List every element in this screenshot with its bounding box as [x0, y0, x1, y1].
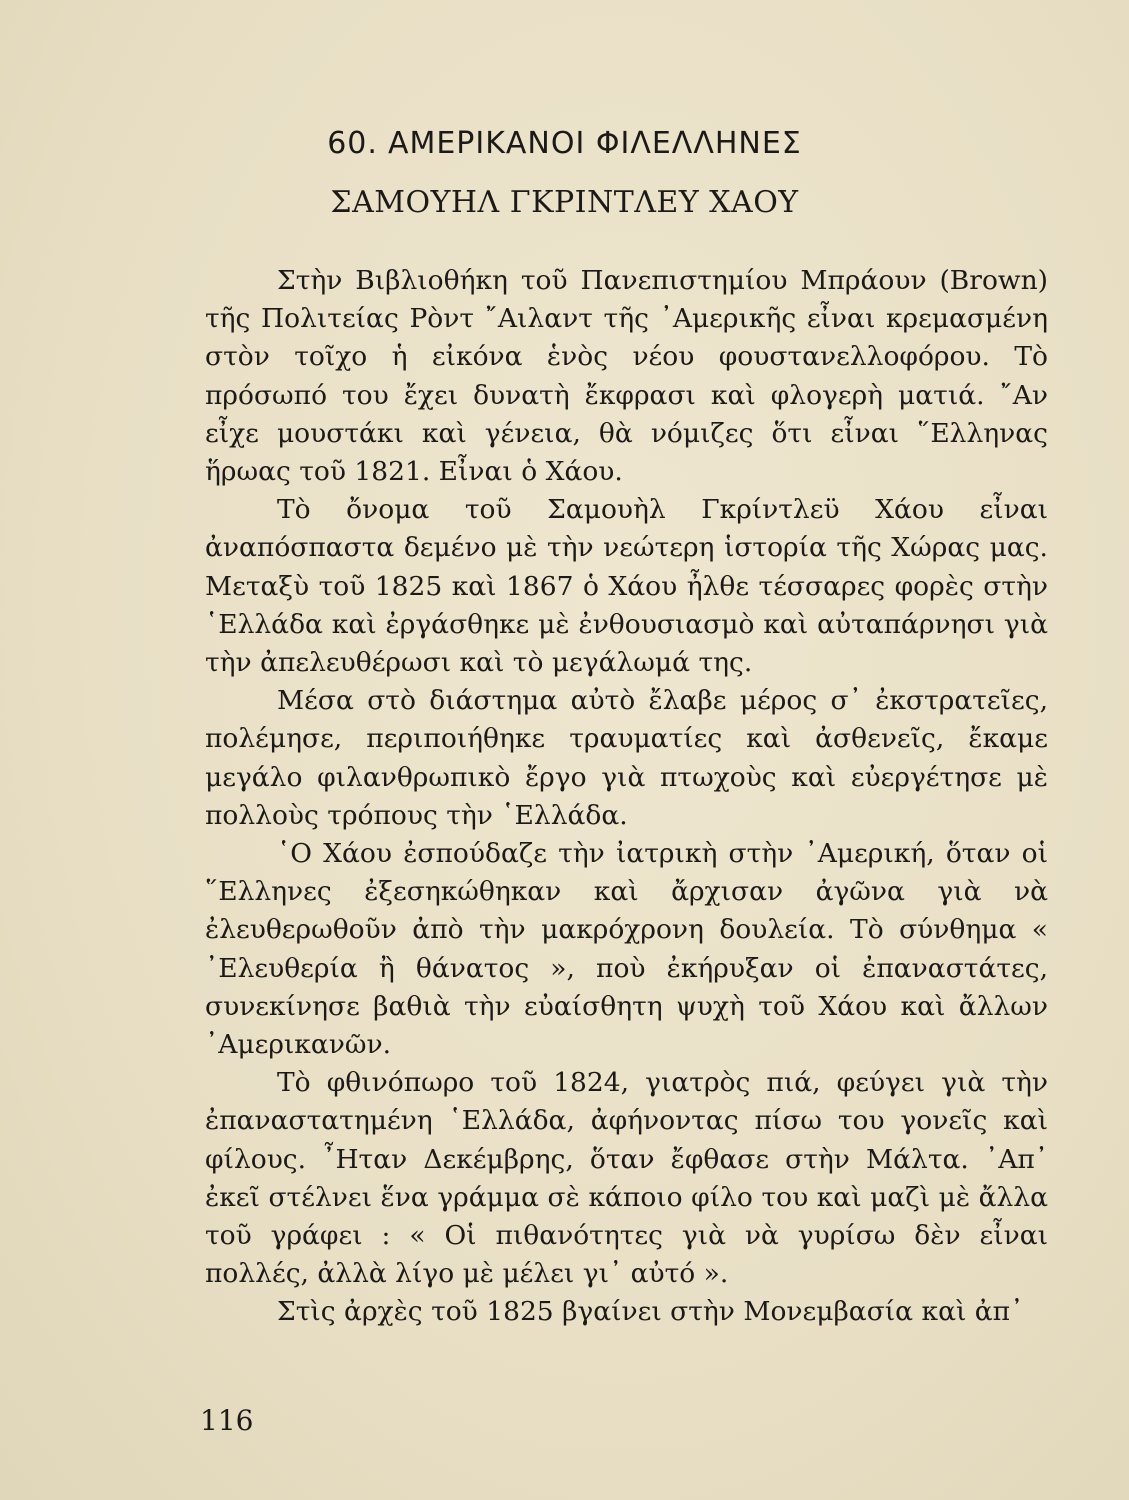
paragraph: Τὸ ὄνομα τοῦ Σαμουὴλ Γκρίντλεϋ Χάου εἶναι ἀναπόσπαστα δεμένο μὲ τὴν νεώτερη ἱστορία τῆς Χώρας μας. Μεταξὺ τοῦ 1825 καὶ 1867 ὁ Χάου ἦλθε τέσσαρες φορὲς στὴν ῾Ελλάδα καὶ ἐργάσθηκε μὲ ἐνθουσιασμὸ καὶ αὐταπάρνησι γιὰ τὴν ἀπελευθέρωσι καὶ τὸ μεγάλωμά της.	[205, 494, 1048, 679]
paragraph: Μέσα στὸ διάστημα αὐτὸ ἔλαβε μέρος σ᾿ ἐκστρατεῖες, πολέμησε, περιποιήθηκε τραυματίες καὶ ἀσθενεῖς, ἔκαμε μεγάλο φιλανθρωπικὸ ἔργο γιὰ πτωχοὺς καὶ εὐεργέτησε μὲ πολλοὺς τρόπους τὴν ῾Ελλάδα.	[205, 685, 1048, 831]
paragraph: ῾Ο Χάου ἐσπούδαζε τὴν ἰατρικὴ στὴν ᾿Αμερική, ὅταν οἱ ῞Ελληνες ἐξεσηκώθηκαν καὶ ἄρχισαν ἀγῶνα γιὰ νὰ ἐλευθερωθοῦν ἀπὸ τὴν μακρόχρονη δουλεία. Τὸ σύνθημα « ᾿Ελευθερία ἢ θάνατος », ποὺ ἐκήρυξαν οἱ ἐπαναστάτες, συνεκίνησε βαθιὰ τὴν εὐαίσθητη ψυχὴ τοῦ Χάου καὶ ἄλλων ᾿Αμερικανῶν.	[205, 838, 1048, 1061]
chapter-subtitle: ΣΑΜΟΥΗΛ ΓΚΡΙΝΤΛΕΥ ΧΑΟΥ	[330, 185, 799, 220]
page-number: 116	[200, 1404, 254, 1437]
body-text	[205, 262, 1048, 1332]
paragraph: Στὴν Βιβλιοθήκη τοῦ Πανεπιστημίου Μπράουν (Brown) τῆς Πολιτείας Ρὸντ ῎Αιλαντ τῆς ᾿Αμερικῆς εἶναι κρεμασμένη στὸν τοῖχο ἡ εἰκόνα ἑνὸς νέου φουστανελλοφόρου. Τὸ πρόσωπό του ἔχει δυνατὴ ἔκφρασι καὶ φλογερὴ ματιά. ῎Αν εἶχε μουστάκι καὶ γένεια, θὰ νόμιζες ὅτι εἶναι ῞Ελληνας ἥρωας τοῦ 1821. Εἶναι ὁ Χάου.	[205, 265, 1048, 488]
chapter-heading	[0, 126, 1129, 161]
chapter-title: ΑΜΕΡΙΚΑΝΟΙ ΦΙΛΕΛΛΗΝΕΣ	[387, 126, 802, 161]
paragraph: Στὶς ἀρχὲς τοῦ 1825 βγαίνει στὴν Μονεμβασία καὶ ἀπ᾿	[277, 1296, 1024, 1328]
chapter-number: 60.	[327, 126, 378, 161]
paragraph: Τὸ φθινόπωρο τοῦ 1824, γιατρὸς πιά, φεύγει γιὰ τὴν ἐπαναστατημένη ῾Ελλάδα, ἀφήνοντας πίσω του γονεῖς καὶ φίλους. ῏Ηταν Δεκέμβρης, ὅταν ἔφθασε στὴν Μάλτα. ᾿Απ᾿ ἐκεῖ στέλνει ἕνα γράμμα σὲ κάποιο φίλο του καὶ μαζὶ μὲ ἄλλα τοῦ γράφει : « Οἱ πιθανότητες γιὰ νὰ γυρίσω δὲν εἶναι πολλές, ἀλλὰ λίγο μὲ μέλει γι᾿ αὐτό ».	[205, 1067, 1048, 1290]
